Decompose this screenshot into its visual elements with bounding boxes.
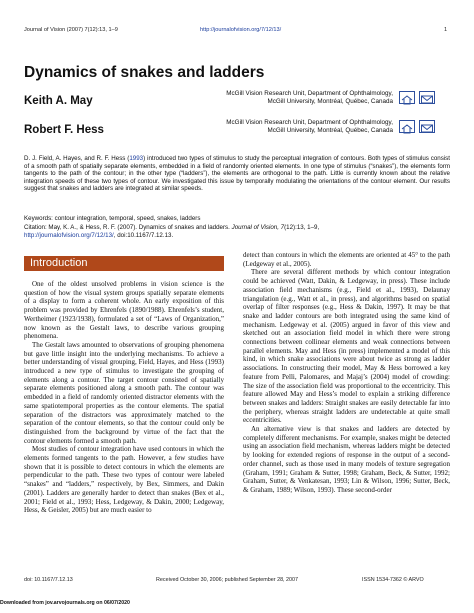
citation-journal: Journal of Vision, 7 bbox=[231, 224, 285, 231]
journal-url-link[interactable]: http://journalofvision.org/7/12/13/ bbox=[200, 27, 282, 33]
email-icon[interactable] bbox=[419, 120, 435, 133]
journal-header: Journal of Vision (2007) 7(12):13, 1–9 bbox=[24, 27, 118, 33]
page-number: 1 bbox=[444, 27, 448, 33]
email-icon[interactable] bbox=[419, 91, 435, 104]
author-affiliation bbox=[63, 90, 393, 106]
left-column bbox=[24, 280, 224, 570]
paragraph: An alternative view is that snakes and ladders are detected by completely different mechanisms. For example, snakes might be detected using an association field mechanism, whereas ladders might be detected by looking for extended regions of response in the output of a second-order channel, such as those used in many models of texture segregation (Graham, 1991; Graham & Sutter, 1998; Graham, Beck, & Sutter, 1992; Graham, Sutter, & Venkatesan, 1993; Lin & Wilson, 1996; Sutter, Beck, & Graham, 1989; Wilson, 1993). These second-order bbox=[243, 425, 450, 494]
affiliation-line: McGill University, Montréal, Québec, Canada bbox=[267, 127, 393, 134]
citation-url-link[interactable]: http://journalofvision.org/7/12/13/ bbox=[24, 231, 114, 239]
paragraph: One of the oldest unsolved problems in vision science is the question of how the visual system groups spatially separate elements of a display to form a coherent whole. An early exposition of this problem was provided by Ehrenfels (1890/1988). Ehrenfels’s student, Wertheimer (1923/1938), formulated a set of “Laws of Organization,” now known as the Gestalt laws, to describe various grouping phenomena. bbox=[24, 280, 224, 341]
author-name: Keith A. May bbox=[24, 95, 93, 107]
paragraph: Most studies of contour integration have used contours in which the elements formed tangents to the path. However, a few studies have shown that it is possible to detect contours in which the elements are perpendicular to the path. These two types of contour were labeled “snakes” and “ladders,” respectively, by Bex, Simmers, and Dakin (2001). Ladders are generally harder to detect than snakes (Bex et al., 2001; Field et al., 1993; Hess, Ledgeway, & Dakin, 2000; Ledgeway, Hess, & Geisler, 2005) but are much easier to bbox=[24, 445, 224, 515]
paragraph: detect than contours in which the elements are oriented at 45° to the path (Ledgeway et al., 2005). bbox=[243, 251, 450, 268]
citation-text: Citation: May, K. A., & Hess, R. F. (2007). Dynamics of snakes and ladders. bbox=[24, 224, 232, 231]
paper-title: Dynamics of snakes and ladders bbox=[24, 64, 265, 81]
abstract-text: ) introduced two types of stimulus to study the perceptual integration of contours. Both types of stimulus consist of a smooth path of spatially separate elements, embedded in a field of randomly oriented elements. In one type of stimulus (“snakes”), the elements form tangents to the path of the contour; in the other type (“ladders”), the elements are orthogonal to the path. Little is currently known about the relative integration speeds of these two types of contour. We investigated this issue by temporally modulating the orientations of the contour element. Our results suggest that snakes and ladders are integrated at similar speeds. bbox=[24, 155, 450, 193]
section-heading: Introduction bbox=[30, 257, 88, 269]
keywords: Keywords: contour integration, temporal, speed, snakes, ladders bbox=[24, 215, 201, 222]
citation-doi: , doi:10.1167/7.12.13. bbox=[113, 231, 174, 239]
footer-received: Received October 30, 2006; published September 28, 2007 bbox=[156, 577, 299, 583]
right-column bbox=[243, 251, 450, 570]
author-affiliation bbox=[63, 119, 393, 135]
abstract-text: D. J. Field, A. Hayes, and R. F. Hess ( bbox=[24, 155, 130, 162]
footer-issn: ISSN 1534-7362 © ARVO bbox=[362, 577, 424, 583]
homepage-icon[interactable] bbox=[399, 91, 415, 104]
citation-text: (12):13, 1–9, bbox=[284, 224, 320, 231]
homepage-icon[interactable] bbox=[399, 120, 415, 133]
author-name: Robert F. Hess bbox=[24, 124, 104, 136]
affiliation-line: McGill University, Montréal, Québec, Canada bbox=[267, 98, 393, 105]
citation bbox=[24, 224, 450, 239]
citation-link[interactable]: 1993 bbox=[129, 155, 144, 162]
paragraph: The Gestalt laws amounted to observations of grouping phenomena but gave little insight into the underlying mechanisms. To achieve a better understanding of visual grouping, Field, Hayes, and Hess (1993) introduced a new type of stimulus to investigate the grouping of elements along a contour. The target contour consisted of spatially separate elements positioned along a smooth path. The contour was embedded in a field of randomly oriented distractor elements with the same spatiotemporal properties as the contour elements. The spatial separation of the distractors was approximately matched to the separation of the contour elements, so that the contour could only be distinguished from the background by virtue of the fact that the contour elements formed a smooth path. bbox=[24, 340, 224, 445]
affiliation-line: McGill Vision Research Unit, Department of Ophthalmology, bbox=[226, 119, 393, 126]
footer-doi: doi: 10.1167/7.12.13 bbox=[24, 577, 73, 583]
abstract bbox=[24, 155, 450, 193]
paragraph: There are several different methods by which contour integration could be achieved (Watt, Dakin, & Ledgeway, in press). These include association field mechanisms (e.g., Field et al., 1993), Delaunay triangulation (e.g., Watt et al., in press), and algorithms based on spatial overlap of filter responses (e.g., Hess & Dakin, 1997). It may be that snake and ladder contours are both integrated using the same kind of mechanism. Ledgeway et al. (2005) argued in favor of this view and sketched out an association field model in which there were strong connections between collinear elements and weak connections between parallel elements. May and Hess (in press) implemented a model of this kind, in which snake associations were about twice as strong as ladder associations. In constructing their model, May & Hess borrowed a key feature from Pelli, Palomares, and Majaj’s (2004) model of crowding: The size of the association field was proportional to the eccentricity. This feature allowed May and Hess’s model to explain a striking difference between snakes and ladders: Straight snakes are easily detectable far into the periphery, whereas straight ladders are undetectable at quite small eccentricities. bbox=[243, 268, 450, 425]
download-notice: Downloaded from jov.arvojournals.org on 06/07/2020 bbox=[0, 600, 130, 606]
affiliation-line: McGill Vision Research Unit, Department of Ophthalmology, bbox=[226, 90, 393, 97]
